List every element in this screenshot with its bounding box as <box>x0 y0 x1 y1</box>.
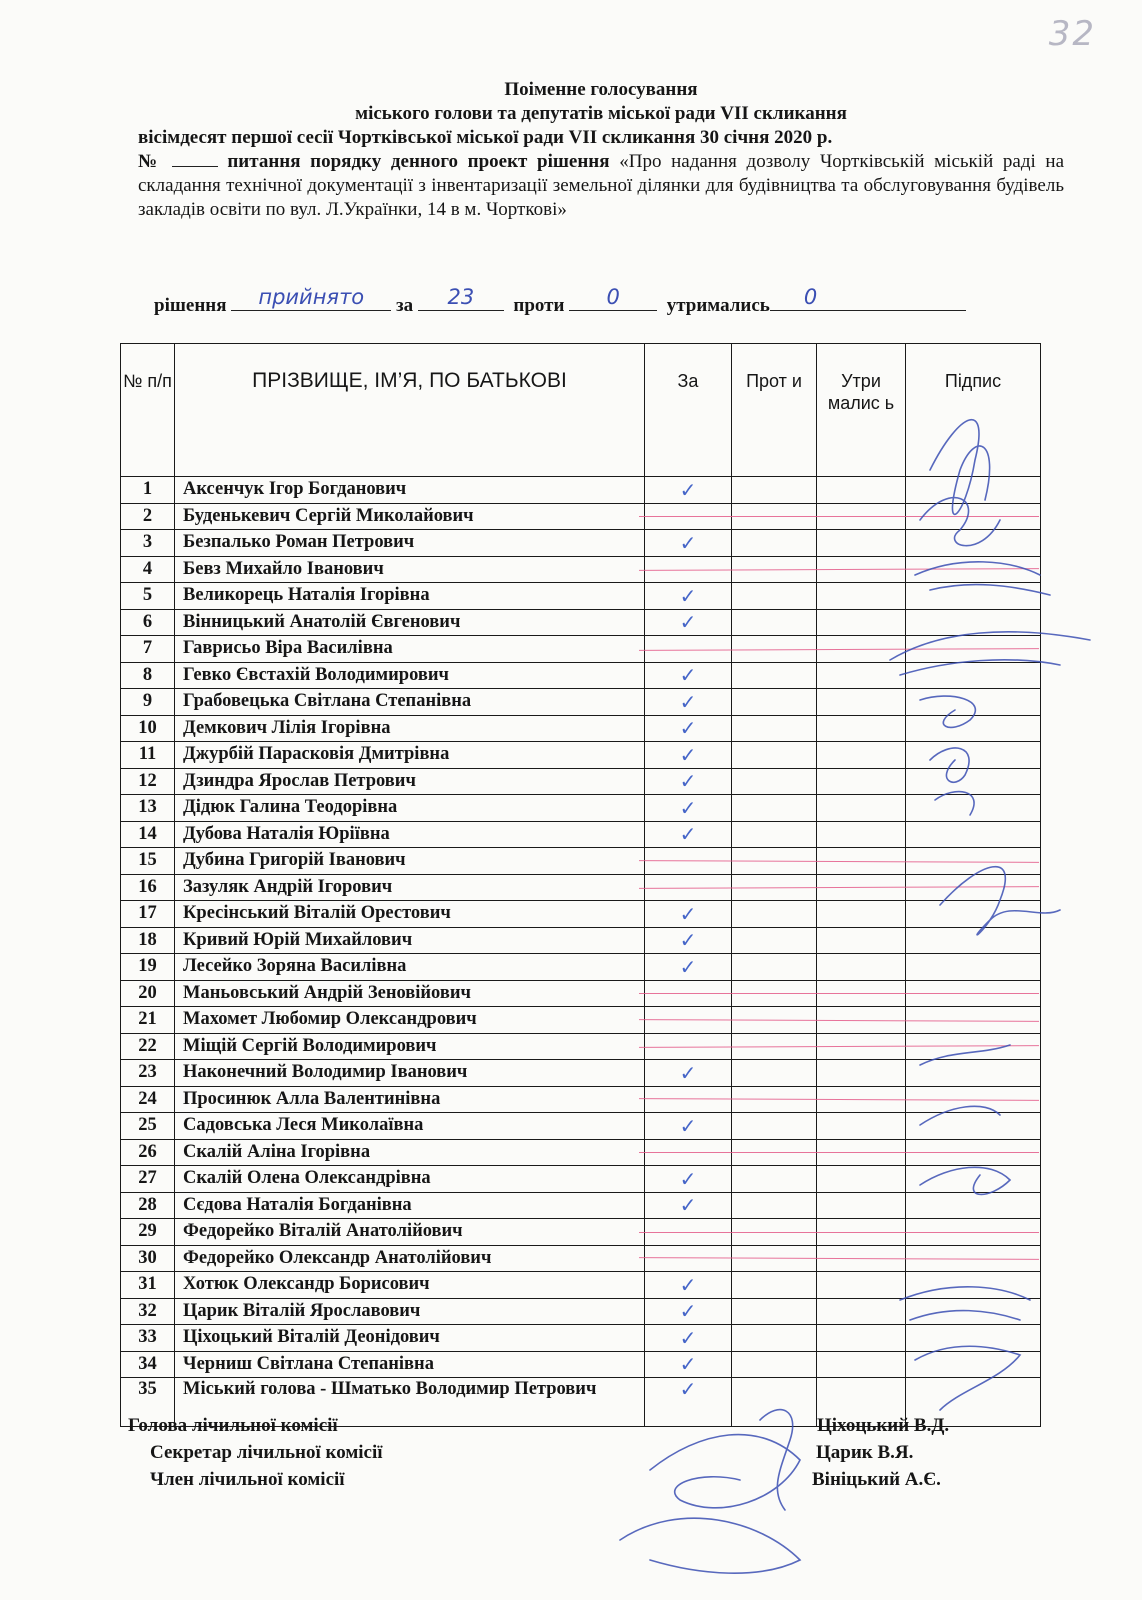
table-row <box>121 795 1041 822</box>
check-mark: ✓ <box>679 1352 697 1377</box>
vote-against-cell <box>732 1351 817 1378</box>
vote-for-cell <box>645 795 732 822</box>
row-number: 6 <box>121 609 175 636</box>
signature-cell <box>906 768 1041 795</box>
deputy-name: Ціхоцький Віталій Деонідович <box>175 1325 645 1352</box>
vote-for-cell <box>645 1272 732 1299</box>
table-row <box>121 1007 1041 1034</box>
vote-abstained-cell <box>817 927 906 954</box>
signature-cell <box>906 1272 1041 1299</box>
signature-cell <box>906 901 1041 928</box>
header-signature: Підпис <box>906 344 1041 477</box>
vote-for-cell <box>645 874 732 901</box>
vote-against-cell <box>732 477 817 504</box>
table-row <box>121 927 1041 954</box>
vote-abstained-cell <box>817 1351 906 1378</box>
vote-for-cell <box>645 742 732 769</box>
table-row <box>121 1166 1041 1193</box>
vote-abstained-cell <box>817 609 906 636</box>
signature-cell <box>906 1192 1041 1219</box>
vote-for-cell <box>645 1007 732 1034</box>
vote-against-cell <box>732 901 817 928</box>
vote-for-cell <box>645 1113 732 1140</box>
vote-abstained-cell <box>817 901 906 928</box>
vote-abstained-cell <box>817 1166 906 1193</box>
vote-for-cell <box>645 1086 732 1113</box>
table-row <box>121 1086 1041 1113</box>
deputy-name: Джурбій Парасковія Дмитрівна <box>175 742 645 769</box>
header-abstained: Утри малис ь <box>817 344 906 477</box>
deputy-name: Федорейко Олександр Анатолійович <box>175 1245 645 1272</box>
vote-against-cell <box>732 795 817 822</box>
signature-cell <box>906 742 1041 769</box>
deputy-name: Аксенчук Ігор Богданович <box>175 477 645 504</box>
vote-against-cell <box>732 1166 817 1193</box>
vote-for-cell <box>645 1166 732 1193</box>
table-row <box>121 1113 1041 1140</box>
row-number: 13 <box>121 795 175 822</box>
vote-for-cell <box>645 503 732 530</box>
table-row <box>121 715 1041 742</box>
deputy-name: Маньовський Андрій Зеновійович <box>175 980 645 1007</box>
vote-against-cell <box>732 1192 817 1219</box>
vote-abstained-cell <box>817 1325 906 1352</box>
vote-for-cell <box>645 954 732 981</box>
check-mark: ✓ <box>679 1193 697 1218</box>
vote-against-cell <box>732 715 817 742</box>
check-mark: ✓ <box>679 928 697 953</box>
deputy-name: Дубова Наталія Юріївна <box>175 821 645 848</box>
absent-strike-line <box>639 1152 1039 1153</box>
table-row <box>121 821 1041 848</box>
absent-strike-line <box>639 1232 1039 1233</box>
vote-against-cell <box>732 1378 817 1427</box>
deputy-name: Федорейко Віталій Анатолійович <box>175 1219 645 1246</box>
vote-abstained-cell <box>817 1272 906 1299</box>
table-row <box>121 503 1041 530</box>
vote-against-cell <box>732 954 817 981</box>
row-number: 8 <box>121 662 175 689</box>
secretary-label: Секретар лічильної комісії <box>150 1442 383 1463</box>
check-mark: ✓ <box>679 583 697 608</box>
check-mark: ✓ <box>679 1166 697 1191</box>
for-field <box>418 285 504 311</box>
deputy-name: Міський голова - Шматько Володимир Петрович <box>175 1378 645 1427</box>
item-number-blank <box>172 150 218 167</box>
vote-abstained-cell <box>817 821 906 848</box>
decision-field <box>231 285 391 311</box>
vote-against-cell <box>732 1272 817 1299</box>
vote-abstained-cell <box>817 477 906 504</box>
row-number: 25 <box>121 1113 175 1140</box>
deputy-name: Буденькевич Сергій Миколайович <box>175 503 645 530</box>
table-row <box>121 1272 1041 1299</box>
signature-cell <box>906 1060 1041 1087</box>
vote-for-cell <box>645 1325 732 1352</box>
check-mark: ✓ <box>679 742 697 767</box>
row-number: 34 <box>121 1351 175 1378</box>
table-row <box>121 1219 1041 1246</box>
row-number: 16 <box>121 874 175 901</box>
deputy-name: Наконечний Володимир Іванович <box>175 1060 645 1087</box>
table-row <box>121 477 1041 504</box>
vote-against-cell <box>732 609 817 636</box>
header-num: № п/п <box>121 344 175 477</box>
deputy-name: Міщій Сергій Володимирович <box>175 1033 645 1060</box>
row-number: 17 <box>121 901 175 928</box>
signature-cell <box>906 583 1041 610</box>
row-number: 5 <box>121 583 175 610</box>
vote-abstained-cell <box>817 1113 906 1140</box>
check-mark: ✓ <box>679 769 697 794</box>
subject-bold: питання порядку денного проект рішення <box>227 151 610 172</box>
table-row <box>121 1245 1041 1272</box>
table-body <box>121 477 1041 1427</box>
table-row <box>121 901 1041 928</box>
abstained-field <box>770 285 966 311</box>
subtitle: міського голови та депутатів міської ради VII скликання <box>355 103 847 124</box>
vote-for-cell <box>645 689 732 716</box>
table-row <box>121 768 1041 795</box>
vote-for-cell <box>645 1033 732 1060</box>
table-row <box>121 689 1041 716</box>
vote-for-cell <box>645 530 732 557</box>
vote-against-cell <box>732 1113 817 1140</box>
vote-for-cell <box>645 848 732 875</box>
vote-for-cell <box>645 715 732 742</box>
row-number: 12 <box>121 768 175 795</box>
check-mark: ✓ <box>679 795 697 820</box>
secretary-name: Царик В.Я. <box>816 1442 914 1463</box>
subject-text: «Про надання дозволу Чортківській міській раді на складання технічної документації з інвентаризації земельної ділянки для будівництва та обслуговування будівель закладів освіти по вул. Л.Українки, 14 в м. Чорткові» <box>138 151 1065 220</box>
deputy-name: Вінницький Анатолій Євгенович <box>175 609 645 636</box>
vote-for-cell <box>645 609 732 636</box>
signature-cell <box>906 530 1041 557</box>
table-row <box>121 636 1041 663</box>
row-number: 30 <box>121 1245 175 1272</box>
deputy-name: Гевко Євстахій Володимирович <box>175 662 645 689</box>
deputy-name: Махомет Любомир Олександрович <box>175 1007 645 1034</box>
vote-for-cell <box>645 1060 732 1087</box>
deputy-name: Бевз Михайло Іванович <box>175 556 645 583</box>
row-number: 20 <box>121 980 175 1007</box>
vote-abstained-cell <box>817 768 906 795</box>
vote-abstained-cell <box>817 954 906 981</box>
check-mark: ✓ <box>679 822 697 847</box>
row-number: 22 <box>121 1033 175 1060</box>
vote-for-cell <box>645 1298 732 1325</box>
row-number: 11 <box>121 742 175 769</box>
table-row <box>121 662 1041 689</box>
signature-cell <box>906 609 1041 636</box>
row-number: 9 <box>121 689 175 716</box>
row-number: 2 <box>121 503 175 530</box>
abstained-value: 0 <box>803 285 818 309</box>
signature-cell <box>906 821 1041 848</box>
vote-against-cell <box>732 662 817 689</box>
row-number: 3 <box>121 530 175 557</box>
check-mark: ✓ <box>679 716 697 741</box>
row-number: 7 <box>121 636 175 663</box>
vote-against-cell <box>732 530 817 557</box>
vote-for-cell <box>645 1139 732 1166</box>
row-number: 29 <box>121 1219 175 1246</box>
deputy-name: Дзиндра Ярослав Петрович <box>175 768 645 795</box>
chair-label: Голова лічильної комісії <box>128 1415 338 1436</box>
table-row <box>121 1192 1041 1219</box>
table-row <box>121 609 1041 636</box>
vote-against-cell <box>732 821 817 848</box>
table-row <box>121 1139 1041 1166</box>
deputy-name: Черниш Світлана Степанівна <box>175 1351 645 1378</box>
table-row <box>121 1060 1041 1087</box>
absent-strike-line <box>639 993 1039 994</box>
subject-prefix: № <box>138 151 163 172</box>
header-for: За <box>645 344 732 477</box>
check-mark: ✓ <box>679 477 697 502</box>
table-row <box>121 1033 1041 1060</box>
row-number: 19 <box>121 954 175 981</box>
deputy-name: Сєдова Наталія Богданівна <box>175 1192 645 1219</box>
for-label: за <box>396 295 414 316</box>
abstained-label: утримались <box>666 295 770 316</box>
row-number: 10 <box>121 715 175 742</box>
vote-against-cell <box>732 742 817 769</box>
vote-against-cell <box>732 1298 817 1325</box>
vote-abstained-cell <box>817 1298 906 1325</box>
deputy-name: Просинюк Алла Валентинівна <box>175 1086 645 1113</box>
row-number: 15 <box>121 848 175 875</box>
signature-cell <box>906 477 1041 504</box>
vote-abstained-cell <box>817 1192 906 1219</box>
check-mark: ✓ <box>679 901 697 926</box>
row-number: 1 <box>121 477 175 504</box>
table-row <box>121 980 1041 1007</box>
table-row <box>121 874 1041 901</box>
table-row <box>121 954 1041 981</box>
signature-cell <box>906 795 1041 822</box>
deputy-name: Садовська Леся Миколаївна <box>175 1113 645 1140</box>
agenda-subject <box>138 150 1064 222</box>
chair-name: Ціхоцький В.Д. <box>817 1415 950 1436</box>
page-number: 32 <box>1048 14 1096 54</box>
vote-for-cell <box>645 556 732 583</box>
vote-against-cell <box>732 768 817 795</box>
header-against: Прот и <box>732 344 817 477</box>
row-number: 21 <box>121 1007 175 1034</box>
row-number: 26 <box>121 1139 175 1166</box>
vote-for-cell <box>645 1192 732 1219</box>
signature-cell <box>906 689 1041 716</box>
check-mark: ✓ <box>679 530 697 555</box>
vote-for-cell <box>645 768 732 795</box>
signature-cell <box>906 1113 1041 1140</box>
check-mark: ✓ <box>679 1060 697 1085</box>
row-number: 27 <box>121 1166 175 1193</box>
check-mark: ✓ <box>679 663 697 688</box>
against-field <box>569 285 657 311</box>
check-mark: ✓ <box>679 1113 697 1138</box>
signature-cell <box>906 927 1041 954</box>
vote-for-cell <box>645 927 732 954</box>
vote-for-cell <box>645 901 732 928</box>
vote-abstained-cell <box>817 689 906 716</box>
deputy-name: Грабовецька Світлана Степанівна <box>175 689 645 716</box>
vote-abstained-cell <box>817 742 906 769</box>
vote-for-cell <box>645 1351 732 1378</box>
vote-for-cell <box>645 1245 732 1272</box>
check-mark: ✓ <box>679 1299 697 1324</box>
row-number: 35 <box>121 1378 175 1427</box>
absent-strike-line <box>639 516 1039 517</box>
header-name: ПРІЗВИЩЕ, ІМ’Я, ПО БАТЬКОВІ <box>175 344 645 477</box>
deputy-name: Безпалько Роман Петрович <box>175 530 645 557</box>
deputy-name: Дубина Григорій Іванович <box>175 848 645 875</box>
row-number: 24 <box>121 1086 175 1113</box>
signature-cell <box>906 1351 1041 1378</box>
vote-abstained-cell <box>817 530 906 557</box>
vote-for-cell <box>645 1378 732 1427</box>
check-mark: ✓ <box>679 689 697 714</box>
vote-against-cell <box>732 689 817 716</box>
member-name: Вініцький А.Є. <box>812 1469 941 1490</box>
deputy-name: Кривий Юрій Михайлович <box>175 927 645 954</box>
row-number: 23 <box>121 1060 175 1087</box>
signature-cell <box>906 954 1041 981</box>
against-label: проти <box>513 295 565 316</box>
check-mark: ✓ <box>679 610 697 635</box>
deputy-name: Гаврисьо Віра Василівна <box>175 636 645 663</box>
signature-scribble-15 <box>620 1518 800 1573</box>
title: Поіменне голосування <box>504 79 698 100</box>
deputy-name: Кресінський Віталій Орестович <box>175 901 645 928</box>
table-row <box>121 742 1041 769</box>
decision-line <box>154 285 1054 317</box>
signature-cell <box>906 1298 1041 1325</box>
row-number: 31 <box>121 1272 175 1299</box>
vote-abstained-cell <box>817 715 906 742</box>
table-row <box>121 530 1041 557</box>
vote-for-cell <box>645 980 732 1007</box>
vote-abstained-cell <box>817 1060 906 1087</box>
deputy-name: Зазуляк Андрій Ігорович <box>175 874 645 901</box>
table-header-row <box>121 344 1041 477</box>
vote-for-cell <box>645 477 732 504</box>
table-row <box>121 583 1041 610</box>
deputy-name: Демкович Лілія Ігорівна <box>175 715 645 742</box>
row-number: 33 <box>121 1325 175 1352</box>
signature-cell <box>906 1325 1041 1352</box>
vote-against-cell <box>732 583 817 610</box>
table-row <box>121 1325 1041 1352</box>
row-number: 18 <box>121 927 175 954</box>
for-value: 23 <box>447 285 475 309</box>
vote-against-cell <box>732 1060 817 1087</box>
vote-against-cell <box>732 927 817 954</box>
session-line: вісімдесят першої сесії Чортківської міської ради VII скликання 30 січня 2020 р. <box>138 127 833 148</box>
deputy-name: Лесейко Зоряна Василівна <box>175 954 645 981</box>
table-row <box>121 1351 1041 1378</box>
check-mark: ✓ <box>679 1272 697 1297</box>
vote-abstained-cell <box>817 662 906 689</box>
signature-cell <box>906 662 1041 689</box>
vote-abstained-cell <box>817 583 906 610</box>
deputy-name: Хотюк Олександр Борисович <box>175 1272 645 1299</box>
signature-cell <box>906 1166 1041 1193</box>
row-number: 14 <box>121 821 175 848</box>
vote-for-cell <box>645 662 732 689</box>
table-row <box>121 848 1041 875</box>
row-number: 32 <box>121 1298 175 1325</box>
document-header <box>138 78 1064 222</box>
check-mark: ✓ <box>679 1325 697 1350</box>
table-row <box>121 1298 1041 1325</box>
signature-scribble-14 <box>650 1435 800 1508</box>
check-mark: ✓ <box>679 954 697 979</box>
deputy-name: Скалій Аліна Ігорівна <box>175 1139 645 1166</box>
deputy-name: Дідюк Галина Теодорівна <box>175 795 645 822</box>
deputy-name: Великорець Наталія Ігорівна <box>175 583 645 610</box>
signature-cell <box>906 715 1041 742</box>
check-mark: ✓ <box>679 1377 697 1401</box>
deputy-name: Скалій Олена Олександрівна <box>175 1166 645 1193</box>
decision-label: рішення <box>154 295 227 316</box>
deputy-name: Царик Віталій Ярославович <box>175 1298 645 1325</box>
vote-for-cell <box>645 821 732 848</box>
row-number: 4 <box>121 556 175 583</box>
voting-table <box>120 343 1041 1427</box>
vote-against-cell <box>732 1325 817 1352</box>
member-label: Член лічильної комісії <box>150 1469 345 1490</box>
vote-abstained-cell <box>817 795 906 822</box>
table-row <box>121 556 1041 583</box>
against-value: 0 <box>606 285 620 309</box>
vote-for-cell <box>645 583 732 610</box>
vote-for-cell <box>645 636 732 663</box>
row-number: 28 <box>121 1192 175 1219</box>
decision-value: прийнято <box>258 285 365 309</box>
vote-for-cell <box>645 1219 732 1246</box>
